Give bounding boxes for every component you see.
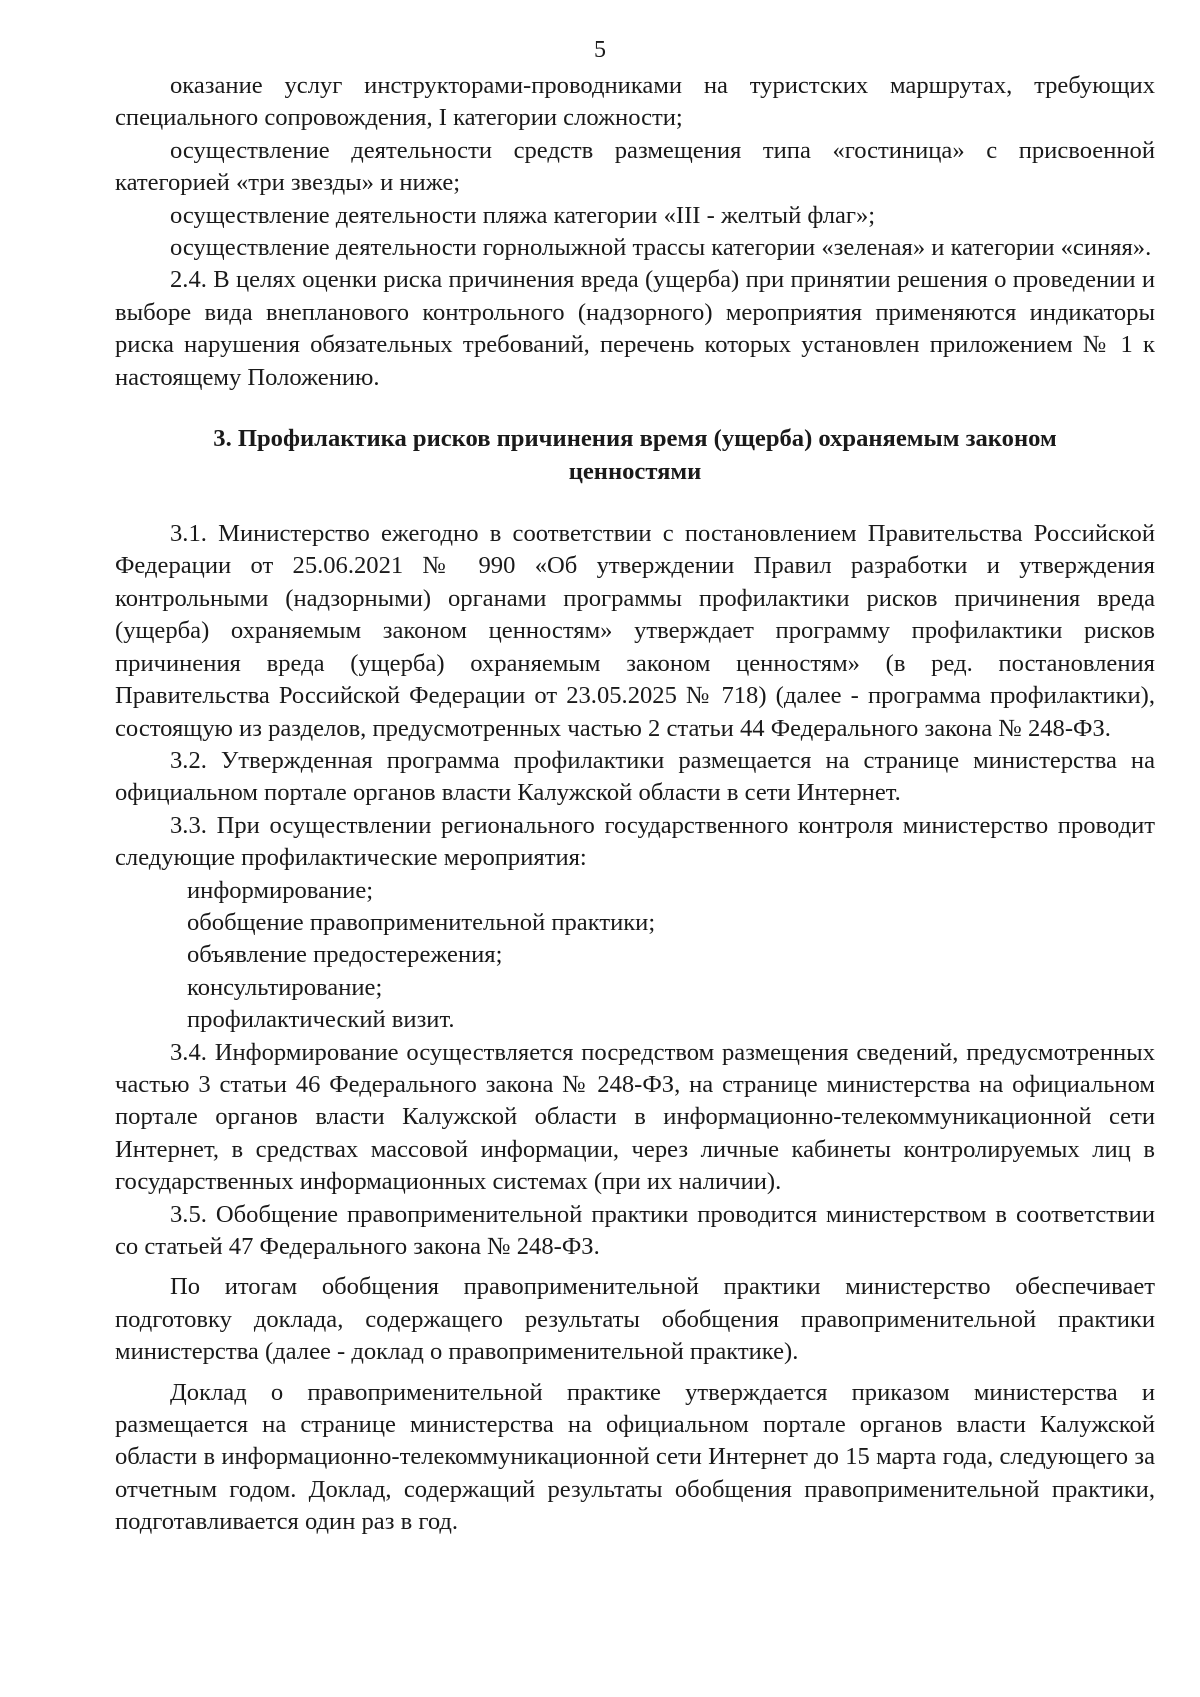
paragraph-instructor-services: оказание услуг инструкторами-проводниками на туристских маршрутах, требующих специального сопровождения, I категории сложности;	[115, 72, 1155, 132]
measure-generalization: обобщение правоприменительной практики;	[187, 908, 656, 936]
measure-informing: информирование;	[187, 876, 374, 904]
paragraph-hotel-activity: осуществление деятельности средств размещения типа «гостиница» с присвоенной категорией «три звезды» и ниже;	[115, 136, 1155, 197]
measure-warning: объявление предостережения;	[187, 941, 503, 969]
paragraph-3-2: 3.2. Утвержденная программа профилактики размещается на странице министерства на официальном портале органов власти Калужской области в сети Интернет.	[115, 746, 1155, 807]
paragraph-beach-activity: осуществление деятельности пляжа категории «III - желтый флаг»;	[170, 201, 876, 229]
paragraph-3-4: 3.4. Информирование осуществляется посредством размещения сведений, предусмотренных частью 3 статьи 46 Федерального закона № 248-ФЗ, на странице министерства на официальном портале органов власти Калужской области в информационно-телекоммуникационной сети Интернет, в средствах массовой информации, через личные кабинеты контролируемых лиц в государственных информационных системах (при их наличии).	[115, 1038, 1155, 1196]
page-number: 5	[594, 37, 606, 63]
measure-consulting: консультирование;	[187, 973, 383, 1001]
paragraph-3-1: 3.1. Министерство ежегодно в соответствии с постановлением Правительства Российской Федерации от 25.06.2021 № 990 «Об утверждении Правил разработки и утверждения контрольными (надзорными) органами программы профилактики рисков причинения вреда (ущерба) охраняемым законом ценностям» утверждает программу профилактики рисков причинения вреда (ущерба) охраняемым законом ценностям» (в ред. постановления Правительства Российской Федерации от 23.05.2025 № 718) (далее - программа профилактики), состоящую из разделов, предусмотренных частью 2 статьи 44 Федерального закона № 248-ФЗ.	[115, 520, 1155, 742]
paragraph-3-5: 3.5. Обобщение правоприменительной практики проводится министерством в соответствии со статьей 47 Федерального закона № 248-ФЗ.	[115, 1200, 1155, 1260]
paragraph-report-approval: Доклад о правоприменительной практике утверждается приказом министерства и размещается на странице министерства на официальном портале органов власти Калужской области в информационно-телекоммуникационной сети Интернет до 15 марта года, следующего за отчетным годом. Доклад, содержащий результаты обобщения правоприменительной практики, подготавливается один раз в год.	[115, 1378, 1155, 1536]
paragraph-3-3: 3.3. При осуществлении регионального государственного контроля министерство проводит следующие профилактические мероприятия:	[115, 811, 1155, 872]
section-3-heading: 3. Профилактика рисков причинения время (ущерба) охраняемым законом ценностями	[213, 425, 1057, 486]
document-body	[115, 70, 1155, 1539]
measure-preventive-visit: профилактический визит.	[187, 1006, 455, 1034]
paragraph-report-preparation: По итогам обобщения правоприменительной практики министерство обеспечивает подготовку доклада, содержащего результаты обобщения правоприменительной практики министерства (далее - доклад о правоприменительной практике).	[115, 1273, 1155, 1366]
paragraph-ski-slope-activity: осуществление деятельности горнолыжной трассы категории «зеленая» и категории «синяя».	[170, 234, 1152, 262]
paragraph-2-4: 2.4. В целях оценки риска причинения вреда (ущерба) при принятии решения о проведении и выборе вида внепланового контрольного (надзорного) мероприятия применяются индикаторы риска нарушения обязательных требований, перечень которых установлен приложением № 1 к настоящему Положению.	[115, 266, 1155, 391]
